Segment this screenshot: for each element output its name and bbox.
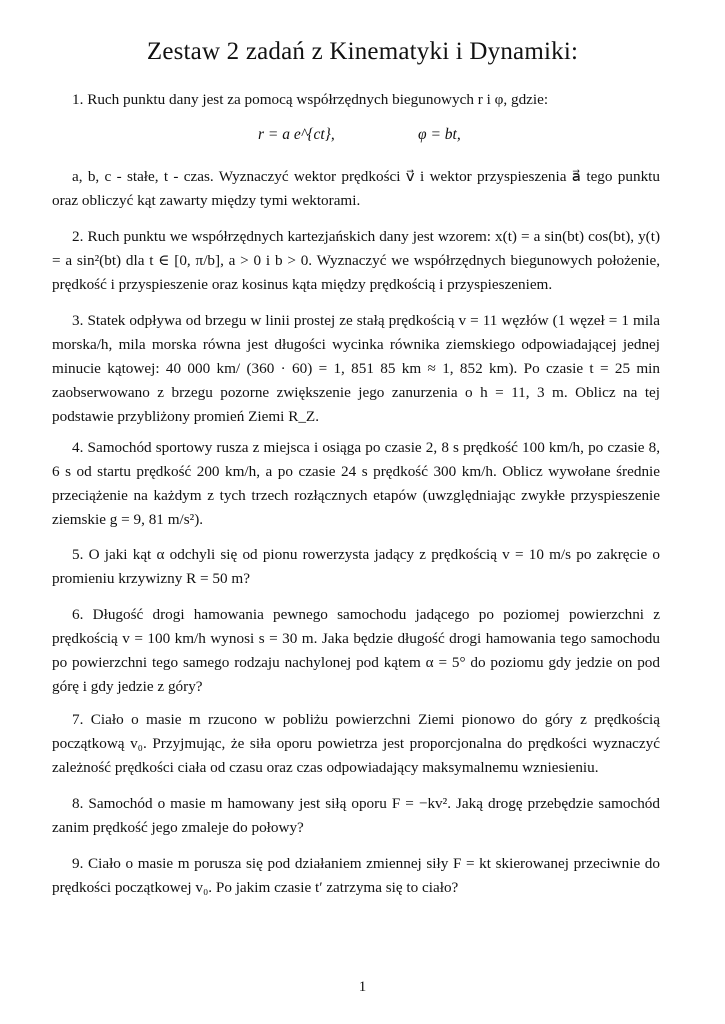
problem-6 bbox=[52, 603, 660, 699]
problem-7-number: 7. bbox=[72, 711, 84, 728]
problem-1-text-cont: a, b, c - stałe, t - czas. Wyznaczyć wektor prędkości v⃗ i wektor przyspieszenia a⃗ tego punktu oraz obliczyć kąt zawarty między tymi wektorami. bbox=[52, 168, 660, 209]
problem-5 bbox=[52, 543, 660, 591]
problem-6-text: Długość drogi hamowania pewnego samochodu jadącego po poziomej powierzchni z prędkością v = 100 km/h wynosi s = 30 m. Jaka będzie długość drogi hamowania tego samochodu po powierzchni tego samego rodzaju nachylonej pod kątem α = 5° do poziomu gdy jedzie on pod górę i gdy jedzie z góry? bbox=[52, 606, 661, 695]
problem-2 bbox=[52, 225, 660, 297]
problem-9-text: Ciało o masie m porusza się pod działaniem zmiennej siły F = kt skierowanej przeciwnie do prędkości początkowej v₀. Po jakim czasie t′ zatrzyma się to ciało? bbox=[52, 855, 660, 896]
problem-3-number: 3. bbox=[72, 312, 84, 329]
problem-7-text: Ciało o masie m rzucono w pobliżu powierzchni Ziemi pionowo do góry z prędkością początkową v₀. Przyjmując, że siła oporu powietrza jest proporcjonalna do prędkości wyznaczyć zależność prędkości ciała od czasu oraz czas odpowiadający maksymalnemu wzniesieniu. bbox=[52, 711, 661, 776]
problem-2-text: Ruch punktu we współrzędnych kartezjańskich dany jest wzorem: x(t) = a sin(bt) cos(bt), y(t) = a sin²(bt) dla t ∈ [0, π/b], a > 0 i b > 0. Wyznaczyć we współrzędnych biegunowych położenie, prędkość i przyspieszenie oraz kosinus kąta między prędkością i przyspieszeniem. bbox=[52, 228, 661, 293]
problem-5-number: 5. bbox=[72, 546, 84, 563]
problem-3 bbox=[52, 309, 660, 429]
problem-8-number: 8. bbox=[72, 795, 84, 812]
problem-3-text: Statek odpływa od brzegu w linii prostej ze stałą prędkością v = 11 węzłów (1 węzeł = 1 mila morska/h, mila morska równa jest długości wycinka równika ziemskiego odpowiadającej jednej minucie kątowej: 40 000 km/ (360 · 60) = 1, 851 85 km ≈ 1, 852 km). Po czasie t = 25 min zaobserwowano z brzegu pozorne zwiększenie jego zanurzenia o h = 11, 3 m. Oblicz na tej podstawie przybliżony promień Ziemi R_Z. bbox=[52, 312, 661, 425]
problem-1-continuation bbox=[52, 165, 660, 213]
problem-8-text: Samochód o masie m hamowany jest siłą oporu F = −kv². Jaką drogę przebędzie samochód zanim prędkość jego zmaleje do połowy? bbox=[52, 795, 660, 836]
problem-1-intro bbox=[52, 88, 660, 112]
problem-8 bbox=[52, 792, 660, 840]
problem-9 bbox=[52, 852, 660, 900]
equation-phi: φ = bt, bbox=[418, 126, 461, 143]
problem-2-number: 2. bbox=[72, 228, 84, 245]
problem-1-text: Ruch punktu dany jest za pomocą współrzędnych biegunowych r i φ, gdzie: bbox=[87, 91, 549, 108]
equation-r: r = a e^{ct}, bbox=[258, 126, 335, 143]
problem-4-text: Samochód sportowy rusza z miejsca i osiąga po czasie 2, 8 s prędkość 100 km/h, po czasie 8, 6 s od startu prędkość 200 km/h, a po czasie 24 s prędkość 300 km/h. Oblicz wywołane średnie przeciążenie na każdym z tych trzech rozłącznych etapów (uwzględniając zwykłe przyspieszenie ziemskie g = 9, 81 m/s²). bbox=[52, 439, 661, 528]
problem-4-number: 4. bbox=[72, 439, 84, 456]
page-title: Zestaw 2 zadań z Kinematyki i Dynamiki: bbox=[146, 38, 579, 65]
problem-6-number: 6. bbox=[72, 606, 84, 623]
problem-7 bbox=[52, 708, 660, 780]
page-number: 1 bbox=[358, 979, 367, 995]
problem-4 bbox=[52, 436, 660, 532]
problem-1-number: 1. bbox=[72, 91, 84, 108]
problem-5-text: O jaki kąt α odchyli się od pionu rowerzysta jadący z prędkością v = 10 m/s po zakręcie o promieniu krzywizny R = 50 m? bbox=[52, 546, 661, 587]
problem-9-number: 9. bbox=[72, 855, 84, 872]
